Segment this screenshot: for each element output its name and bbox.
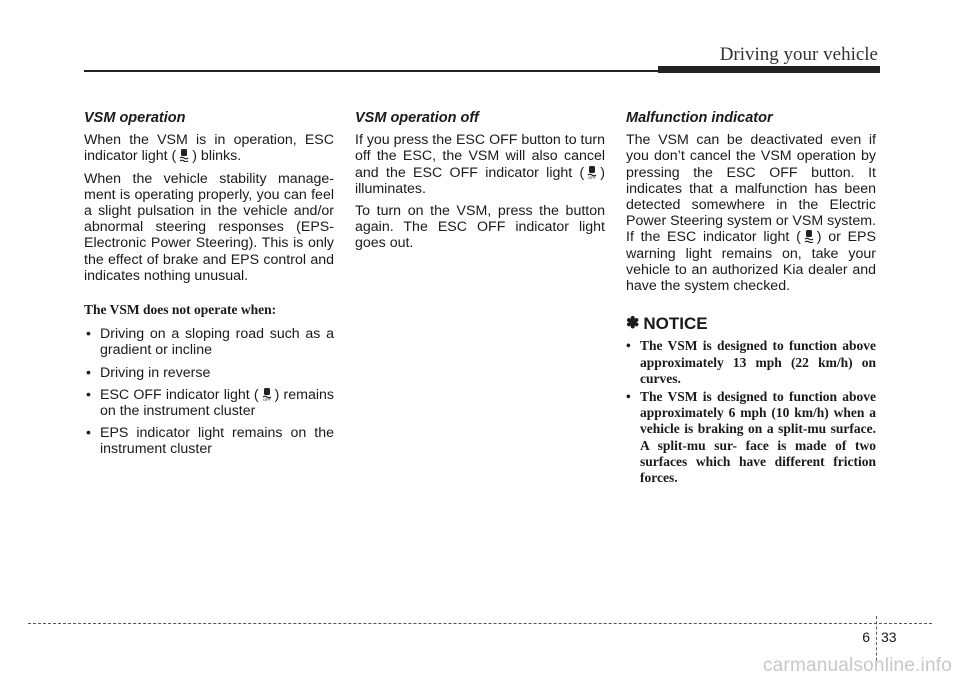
list-item: • The VSM is designed to function above approximately 13 mph (22 km/h) on curves. xyxy=(626,338,876,387)
text-run: ) remains on the instrument cluster xyxy=(100,386,334,420)
page-header-title: Driving your vehicle xyxy=(719,44,878,65)
paragraph xyxy=(626,132,876,294)
esc-off-indicator-icon xyxy=(261,387,273,401)
header-rule xyxy=(84,70,664,72)
page-number: 33 xyxy=(881,629,897,645)
column-malfunction-indicator xyxy=(626,110,876,488)
column-vsm-operation-off xyxy=(355,110,605,258)
notice-label: NOTICE xyxy=(643,314,708,334)
list-item xyxy=(84,387,334,419)
section-heading: Malfunction indicator xyxy=(626,110,773,126)
chapter-number: 6 xyxy=(862,629,870,645)
svg-text:OFF: OFF xyxy=(588,174,597,179)
list-item: • EPS indicator light remains on the instrument cluster xyxy=(84,425,334,457)
footer-rule xyxy=(28,623,932,624)
conditions-heading: The VSM does not operate when: xyxy=(84,302,277,318)
esc-indicator-icon xyxy=(178,148,190,162)
notice-list xyxy=(626,338,876,486)
section-heading: VSM operation xyxy=(84,110,186,126)
svg-text:OFF: OFF xyxy=(262,396,271,401)
column-vsm-operation xyxy=(84,110,334,464)
text-run: When the VSM is in operation, ESC indicator light ( xyxy=(84,132,334,165)
text-run: If you press the ESC OFF button to turn off the ESC, the VSM will also cancel and the ESC OFF indicator light ( xyxy=(355,132,605,181)
list-item: • The VSM is designed to function above approximately 6 mph (10 km/h) when a vehicle is braking on a split-mu surface. A split-mu sur- face is made of two surfaces which have different friction forces. xyxy=(626,389,876,486)
paragraph: To turn on the VSM, press the button again. The ESC OFF indicator light goes out. xyxy=(355,203,605,252)
paragraph xyxy=(84,132,334,164)
section-heading: VSM operation off xyxy=(355,110,479,126)
text-run: ) blinks. xyxy=(192,148,242,165)
paragraph: When the vehicle stability manage- ment is operating properly, you can feel a slight pulsation in the vehicle and/or abnormal steering responses (EPS- Electronic Power Steering). This is only the effect of brake and EPS control and indicates nothing unusual. xyxy=(84,170,334,284)
esc-off-indicator-icon xyxy=(586,165,598,179)
notice-title xyxy=(626,316,876,332)
list-item: • Driving on a sloping road such as a gradient or incline xyxy=(84,326,334,358)
conditions-list xyxy=(84,326,334,457)
list-item: • Driving in reverse xyxy=(84,365,334,381)
esc-indicator-icon xyxy=(803,229,815,243)
watermark: carmanualsonline.info xyxy=(762,655,952,676)
notice-star-icon: ✽ xyxy=(626,315,640,333)
text-run: ) illuminates. xyxy=(355,164,605,197)
paragraph xyxy=(355,132,605,197)
text-run: ) or EPS warning light remains on, take your vehicle to an authorized Kia dealer and have the system checked. xyxy=(626,229,876,295)
text-run: ESC OFF indicator light ( xyxy=(100,386,259,403)
header-rule-accent xyxy=(658,66,880,73)
text-run: The VSM can be deactivated even if you don’t cancel the VSM operation by pressing the ESC OFF button. It indicates that a malfunction has been detected somewhere in the Electric Power Steering system or VSM system. If the ESC indicator light ( xyxy=(626,132,876,246)
